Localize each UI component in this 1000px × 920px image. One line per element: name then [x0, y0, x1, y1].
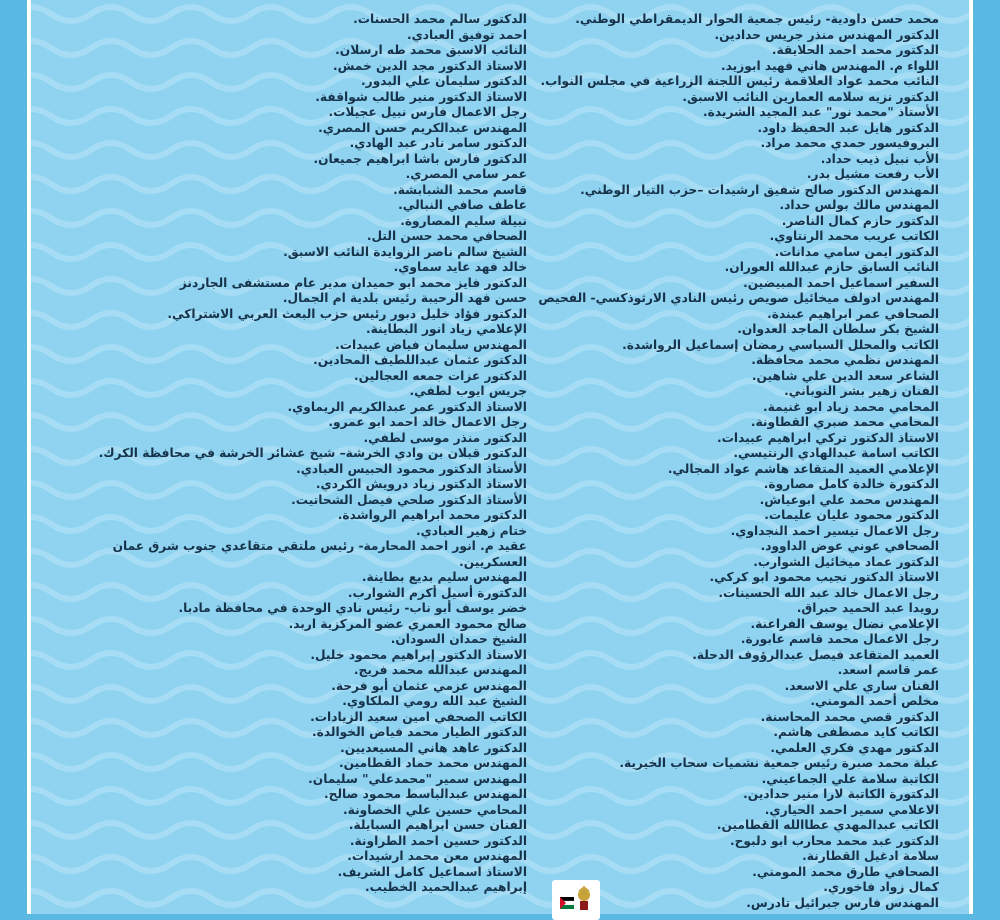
- name-entry: الشاعر سعد الدين علي شاهين.: [751, 368, 939, 383]
- name-entry: الدكتور قبلان بن وادي الخرشة– شيخ عشائر الخرشة في محافظة الكرك.: [98, 446, 527, 460]
- name-entry: الشيخ حمدان السودان.: [390, 632, 527, 646]
- name-entry: المهندس معن محمد ارشيدات.: [347, 849, 527, 863]
- emblem-icon: [556, 883, 596, 913]
- name-entry: اللواء م. المهندس هاني فهيد ابوزيد.: [721, 58, 939, 73]
- name-entry: المهندس عبدالكريم حسن المصري.: [318, 120, 527, 135]
- content-panel: [27, 0, 973, 914]
- name-entry: الصحافي محمد حسن التل.: [366, 229, 527, 243]
- name-entry: سلامة ادغيل القطارنة.: [802, 849, 939, 863]
- names-list-right: [539, 12, 939, 911]
- name-entry: خضر يوسف أبو ناب- رئيس نادي الوحدة في محافظة مادبا.: [178, 601, 527, 615]
- name-entry: رجل الاعمال خالد احمد ابو عمرو.: [328, 415, 527, 429]
- name-entry: الدكتور عثمان عبداللطيف المحادين.: [313, 353, 527, 367]
- name-entry: الصحافي عوني عوض الداوود.: [760, 539, 939, 553]
- name-entry: الدكتور سامر نادر عبد الهادي.: [349, 136, 527, 150]
- name-entry: المهندس محمد حماد القطامين.: [339, 756, 527, 770]
- name-entry: المهندس فارس جبرائيل تادرس.: [746, 895, 939, 910]
- name-entry: صالح محمود العمري عضو المركزية اربد.: [288, 616, 527, 631]
- name-entry: الدكتورة خالدة كامل مصاروة.: [763, 477, 939, 491]
- name-entry: الكاتب كايد مصطفى هاشم.: [773, 725, 939, 739]
- name-entry: نبيلة سليم المصاروة.: [400, 213, 527, 228]
- name-entry: الدكتور حسين احمد الطراونة.: [349, 833, 527, 848]
- name-entry: المهندس ادولف ميخائيل صويص رئيس النادي الارثوذكسي- الفحيص: [538, 291, 939, 305]
- name-entry: العسكريين.: [459, 554, 527, 569]
- name-entry: الإعلامي زياد انور البطاينة.: [365, 322, 527, 336]
- name-entry: الاستاذ الدكتور مجد الدين خمش.: [332, 58, 527, 73]
- name-entry: الفنان زهير بشر النوباني.: [784, 384, 939, 398]
- name-entry: حسن فهد الرحيبة رئيس بلدية ام الجمال.: [282, 291, 527, 305]
- name-entry: احمد توفيق العبادي.: [406, 27, 527, 42]
- name-entry: المهندس الدكتور صالح شفيق ارشيدات –حزب التيار الوطني.: [580, 182, 939, 197]
- name-entry: الشيخ عبد الله رومي الملكاوي.: [342, 694, 527, 708]
- name-entry: الدكتور مهدي فكري العلمي.: [770, 740, 939, 755]
- name-entry: الدكتور الطيار محمد فياض الخوالدة.: [312, 725, 527, 739]
- name-entry: الدكتور منذر موسى لطفي.: [363, 430, 527, 445]
- name-entry: الدكتور هايل عبد الحفيظ داود.: [757, 120, 939, 135]
- name-entry: الاعلامي سمير احمد الحياري.: [764, 802, 939, 817]
- name-entry: الشيخ سالم ناصر الزوايدة النائب الاسبق.: [283, 244, 527, 259]
- name-entry: الأب نبيل ذيب حداد.: [820, 151, 939, 166]
- name-entry: ختام زهير العبادي.: [415, 523, 527, 538]
- name-entry: الأب رفعت مشيل بدر.: [806, 167, 939, 181]
- name-entry: البروفيسور حمدي محمد مراد.: [760, 136, 939, 150]
- name-entry: الدكتورة أسيل أكرم الشوارب.: [347, 585, 527, 600]
- name-entry: الدكتور فايز محمد ابو حميدان مدير عام مستشفى الجاردنز: [179, 275, 527, 290]
- name-entry: المحامي محمد زياد ابو غنيمة.: [763, 399, 939, 414]
- name-entry: الاستاذ الدكتور إبراهيم محمود خليل.: [310, 647, 527, 662]
- name-entry: الدكتور ايمن سامي مدانات.: [774, 244, 939, 259]
- name-entry: الدكتور عاهد هاني المسيعديين.: [340, 740, 527, 755]
- name-entry: رجل الاعمال محمد قاسم عابورة.: [740, 632, 939, 646]
- name-entry: المهندس سمير "محمدعلي" سليمان.: [308, 771, 527, 786]
- name-entry: المهندس محمد علي ابوعياش.: [759, 492, 939, 507]
- name-entry: الدكتور محمد ابراهيم الرواشدة.: [337, 508, 527, 522]
- name-entry: الاستاذ الدكتور زياد درويش الكردي.: [315, 477, 527, 491]
- name-entry: النائب السابق حازم عبدالله العوران.: [724, 260, 939, 274]
- name-entry: عقيد م. انور احمد المحارمة- رئيس ملتقي متقاعدي جنوب شرق عمان: [112, 539, 527, 553]
- name-entry: المهندس نظمي محمد محافظة.: [751, 353, 939, 367]
- name-entry: الشيخ بكر سلطان الماجد العدوان.: [737, 322, 939, 336]
- name-entry: عبلة محمد صبرة رئيس جمعية نشميات سحاب الخيرية.: [619, 756, 939, 770]
- names-list-left: [57, 12, 527, 896]
- name-entry: الإعلامي العميد المتقاعد هاشم عواد المجالي.: [667, 461, 939, 476]
- name-entry: المهندس سليمان فياض عبيدات.: [335, 337, 527, 352]
- name-entry: الدكتور فارس باشا ابراهيم جميعان.: [313, 151, 527, 166]
- name-entry: المهندس سليم بديع بطاينة.: [361, 570, 527, 584]
- name-entry: العميد المتقاعد فيصل عبدالرؤوف الدحلة.: [692, 647, 939, 662]
- name-entry: رجل الاعمال فارس نبيل عجيلات.: [328, 105, 527, 119]
- name-entry: جريس ايوب لطفي.: [409, 384, 527, 398]
- name-entry: قاسم محمد الشبابشة.: [393, 182, 527, 197]
- name-entry: الاستاذ الدكتور عمر عبدالكريم الريماوي.: [287, 399, 527, 414]
- name-entry: محمد حسن داودية- رئيس جمعية الحوار الديمقراطي الوطني.: [575, 12, 939, 26]
- name-entry: الكاتب عريب محمد الرنتاوي.: [769, 229, 939, 243]
- name-entry: عاطف صافي النبالي.: [398, 198, 527, 212]
- name-entry: الدكتور عبد محمد محارب ابو دلبوح.: [729, 833, 939, 848]
- name-entry: الاستاذ الدكتور منير طالب شواقفة.: [315, 89, 527, 104]
- name-entry: الدكتور سالم محمد الحسنات.: [353, 12, 527, 26]
- name-entry: النائب الاسبق محمد طه ارسلان.: [335, 43, 527, 57]
- name-entry: الأستاذ الدكتور محمود الحبيس العبادي.: [296, 461, 527, 476]
- name-entry: الكاتب عبدالمهدي عطاالله القطامين.: [716, 818, 939, 832]
- name-entry: المهندس عبدالله محمد فريج.: [353, 663, 527, 677]
- name-entry: الدكتور عماد ميخائيل الشوارب.: [753, 554, 939, 569]
- name-entry: الدكتور محمد احمد الحلايقة.: [771, 43, 939, 57]
- name-entry: النائب محمد عواد العلاقمة رئيس اللجنة الزراعية في مجلس النواب.: [540, 74, 939, 88]
- name-entry: الاستاذ اسماعيل كامل الشريف.: [337, 864, 527, 879]
- name-entry: رويدا عبد الحميد حبراق.: [796, 601, 939, 615]
- name-entry: المهندس مالك بولس حداد.: [779, 198, 939, 212]
- name-entry: الدكتورة الكاتبة لارا منير حدادين.: [743, 787, 939, 801]
- name-entry: رجل الاعمال خالد عبد الله الحسينات.: [718, 585, 939, 600]
- name-entry: عمر قاسم اسعد.: [837, 663, 939, 677]
- name-entry: المهندس عبدالباسط محمود صالح.: [324, 787, 527, 801]
- name-entry: الدكتور عزات جمعه العجالين.: [354, 368, 527, 383]
- name-entry: الإعلامي نضال يوسف الفراعنة.: [750, 616, 939, 631]
- name-entry: الاستاذ الدكتور نجيب محمود ابو كركي.: [709, 570, 939, 584]
- name-entry: الكاتبة سلامة علي الجماعيني.: [761, 771, 939, 786]
- name-entry: المحامي محمد صبري القطاونة.: [750, 415, 939, 429]
- name-entry: الدكتور سليمان علي البدور.: [361, 74, 527, 88]
- name-entry: الكاتب اسامة عبدالهادي الرنتيسي.: [733, 446, 939, 460]
- name-entry: الفنان حسن ابراهيم السبايلة.: [348, 818, 527, 832]
- name-entry: الكاتب والمحلل السياسي رمضان إسماعيل الرواشدة.: [622, 337, 939, 352]
- name-entry: الأستاذ الدكتور صلحي فيصل الشحاتيت.: [291, 492, 527, 507]
- name-entry: الدكتور حازم كمال الناصر.: [781, 213, 939, 228]
- name-entry: الفنان ساري علي الاسعد.: [784, 678, 939, 693]
- name-entry: الصحافي طارق محمد المومني.: [752, 864, 939, 879]
- name-entry: رجل الاعمال تيسير احمد النجداوي.: [730, 523, 939, 538]
- name-entry: المهندس عزمي عثمان أبو فرحة.: [331, 678, 527, 693]
- name-entry: عمر سامي المصري.: [405, 167, 527, 181]
- jordan-emblem-logo: [552, 880, 600, 920]
- name-entry: الدكتور فؤاد خليل دبور رئيس حزب البعث العربي الاشتراكي.: [167, 306, 527, 321]
- name-entry: المحامي حسين علي الخصاونة.: [343, 802, 527, 817]
- name-entry: السفير اسماعيل احمد المبيضين.: [743, 275, 939, 290]
- name-entry: الدكتور المهندس منذر جريس حدادين.: [714, 27, 939, 42]
- name-entry: الكاتب الصحفي امين سعيد الزيادات.: [310, 709, 527, 724]
- name-entry: خالد فهد عايد سماوي.: [393, 260, 527, 274]
- name-entry: مخلص أحمد المومني.: [810, 694, 939, 708]
- name-entry: كمال زواد فاخوري.: [823, 880, 939, 894]
- name-entry: الدكتور نزيه سلامه العمارين النائب الاسبق.: [682, 89, 939, 104]
- name-entry: الدكتور قصي محمد المحاسنة.: [760, 709, 939, 724]
- name-entry: إبراهيم عبدالحميد الخطيب.: [365, 880, 527, 894]
- name-entry: الدكتور محمود عليان عليمات.: [764, 508, 939, 522]
- name-entry: الاستاذ الدكتور تركي ابراهيم عبيدات.: [717, 430, 939, 445]
- name-entry: الأستاذ "محمد نور" عبد المجيد الشريدة.: [703, 105, 939, 119]
- name-entry: الصحافي عمر ابراهيم عبندة.: [767, 306, 939, 321]
